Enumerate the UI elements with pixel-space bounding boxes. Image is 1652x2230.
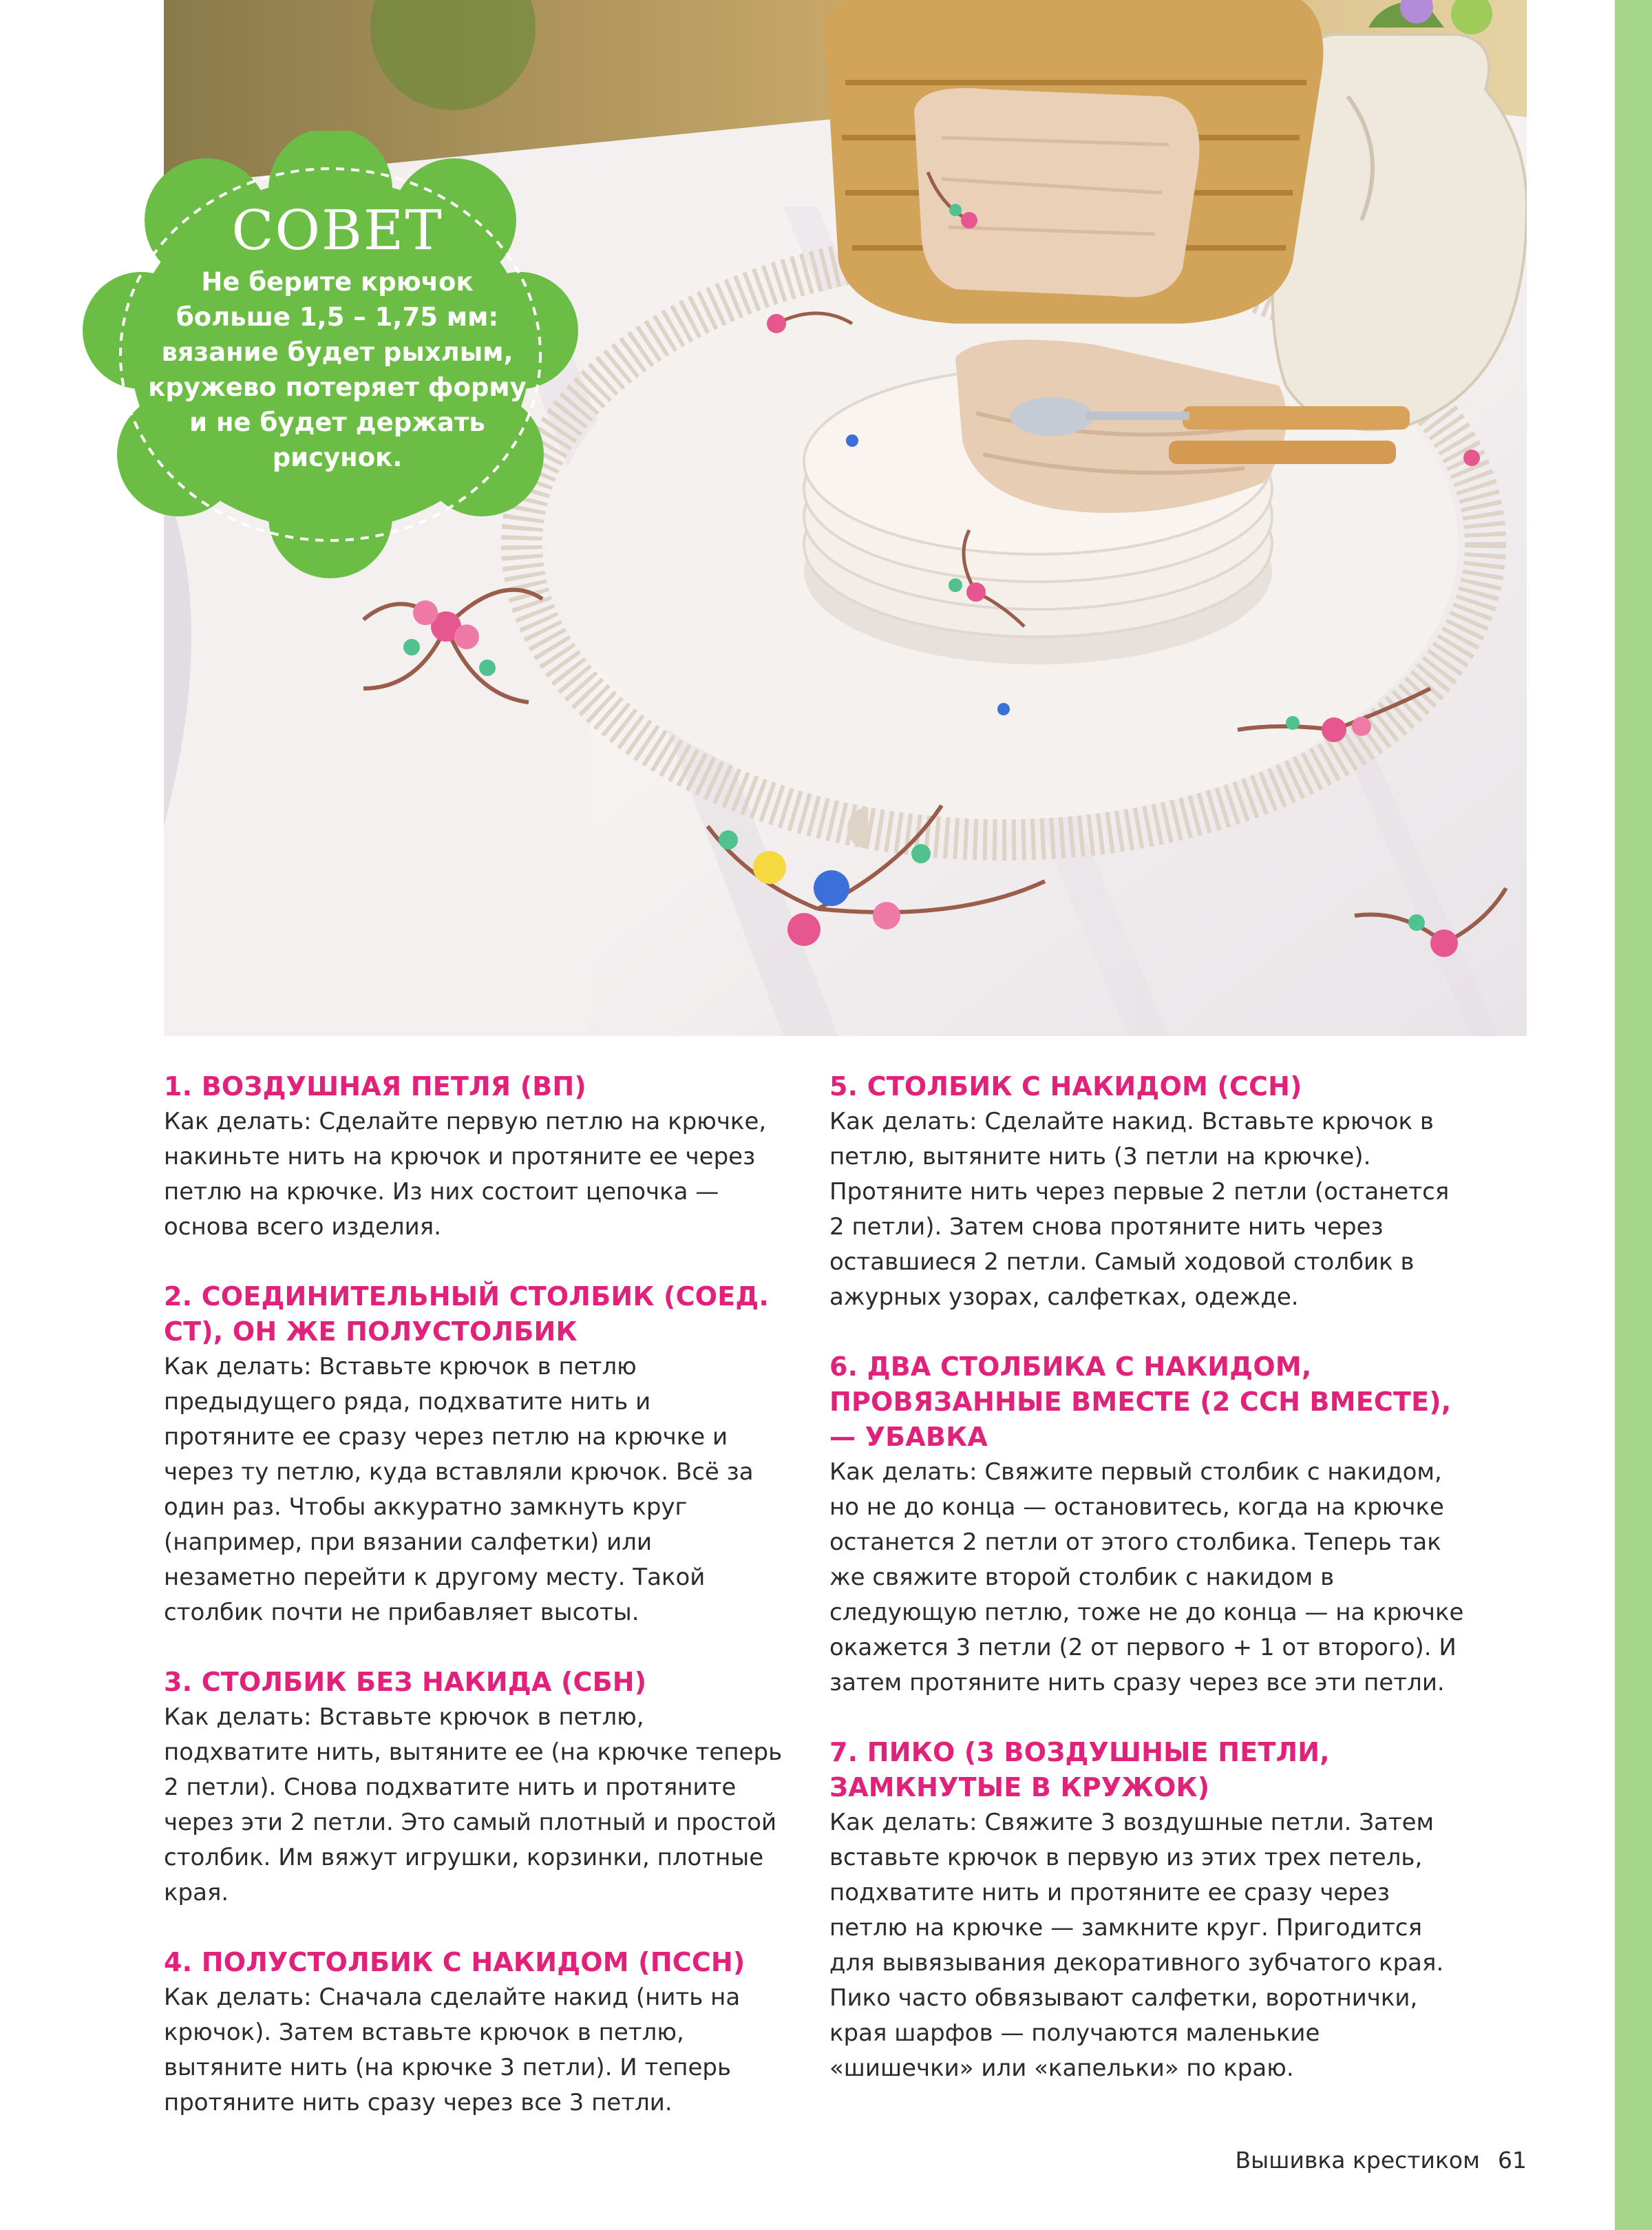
section-body: Как делать: Вставьте крючок в петлю предыдущего ряда, подхватите нить и протяните ее сразу через петлю на крючке и через ту петлю, куда вставляли крючок. Всё за один раз. Чтобы аккуратно замкнуть круг (например, при вязании салфетки) или незаметно перейти к другому месту. Такой столбик почти не прибавляет высоты.: [164, 1353, 754, 1626]
section-title: 6. ДВА СТОЛБИКА С НАКИДОМ, ПРОВЯЗАННЫЕ ВМЕСТЕ (2 ССН ВМЕСТЕ), — УБАВКА: [829, 1351, 1452, 1452]
section-single-crochet: [164, 1665, 783, 1911]
page-number: 61: [1498, 2147, 1527, 2174]
left-column: [164, 1069, 783, 2155]
section-picot: [829, 1735, 1470, 2086]
section-body: Как делать: Сделайте накид. Вставьте крючок в петлю, вытяните нить (3 петли на крючке). Протяните нить через первые 2 петли (останется 2 петли). Затем снова протяните нить через оставшиеся 2 петли. Самый ходовой столбик в ажурных узорах, салфетках, одежде.: [829, 1108, 1450, 1311]
section-title: 1. ВОЗДУШНАЯ ПЕТЛЯ (ВП): [164, 1071, 586, 1102]
right-column: [829, 1069, 1470, 2121]
section-title: 7. ПИКО (3 ВОЗДУШНЫЕ ПЕТЛИ, ЗАМКНУТЫЕ В КРУЖОК): [829, 1737, 1330, 1802]
section-body: Как делать: Свяжите первый столбик с накидом, но не до конца — остановитесь, когда на крючке останется 2 петли от этого столбика. Теперь так же свяжите второй столбик с накидом в следующую петлю, тоже не до конца — на крючке окажется 3 петли (2 от первого + 1 от второго). И затем протяните нить сразу через все эти петли.: [829, 1458, 1464, 1696]
section-body: Как делать: Свяжите 3 воздушные петли. Затем вставьте крючок в первую из этих трех петель, подхватите нить и протяните ее сразу через петлю на крючке — замкните круг. Пригодится для вывязывания декоративного зубчатого края. Пико часто обвязывают салфетки, воротнички, края шарфов — получаются маленькие «шишечки» или «капельки» по краю.: [829, 1809, 1444, 2082]
section-body: Как делать: Вставьте крючок в петлю, подхватите нить, вытяните ее (на крючке теперь 2 петли). Снова подхватите нить и протяните через эти 2 петли. Это самый плотный и простой столбик. Им вяжут игрушки, корзинки, плотные края.: [164, 1703, 783, 1906]
tip-text-block: [145, 200, 530, 475]
tip-title: СОВЕТ: [231, 198, 443, 262]
section-title: 3. СТОЛБИК БЕЗ НАКИДА (СБН): [164, 1667, 647, 1697]
page-edge-stripe: [1614, 0, 1652, 2230]
section-half-double-crochet: [164, 1945, 783, 2121]
section-title: 2. СОЕДИНИТЕЛЬНЫЙ СТОЛБИК (СОЕД. СТ), ОН ЖЕ ПОЛУСТОЛБИК: [164, 1281, 770, 1347]
page-edge-stripe-divider: [1611, 0, 1615, 2230]
section-slip-stitch: [164, 1279, 783, 1630]
section-air-loop: [164, 1069, 783, 1245]
page-footer: [1236, 2147, 1527, 2174]
section-title: 4. ПОЛУСТОЛБИК С НАКИДОМ (ПССН): [164, 1947, 745, 1977]
tip-body: Не берите крючок больше 1,5 – 1,75 мм: вязание будет рыхлым, кружево потеряет форму и не будет держать рисунок.: [148, 267, 527, 472]
section-body: Как делать: Сначала сделайте накид (нить на крючок). Затем вставьте крючок в петлю, вытяните нить (на крючке 3 петли). И теперь протяните нить сразу через все 3 петли.: [164, 1984, 741, 2116]
wicker-basket: [824, 0, 1323, 324]
section-dc2tog-decrease: [829, 1349, 1470, 1701]
section-title: 5. СТОЛБИК С НАКИДОМ (ССН): [829, 1071, 1302, 1102]
section-body: Как делать: Сделайте первую петлю на крючке, накиньте нить на крючок и протяните ее через петлю на крючке. Из них состоит цепочка — основа всего изделия.: [164, 1108, 767, 1241]
section-double-crochet: [829, 1069, 1470, 1315]
magazine-name: Вышивка крестиком: [1235, 2147, 1480, 2174]
